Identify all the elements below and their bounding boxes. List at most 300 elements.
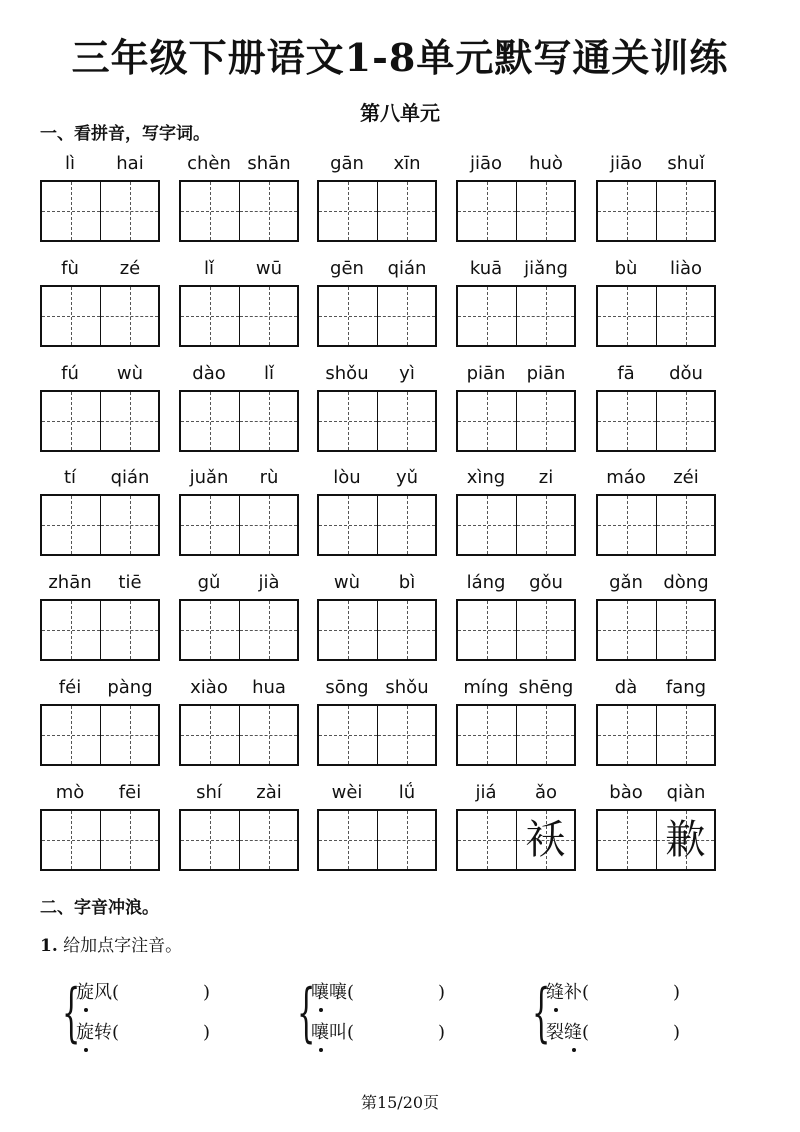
character-box[interactable] <box>181 496 239 554</box>
pinyin-label: liào <box>669 257 703 279</box>
word-cell <box>456 569 576 659</box>
writing-boxes <box>317 809 437 871</box>
character-box[interactable] <box>377 706 435 764</box>
pinyin-label: wèi <box>331 781 363 803</box>
pinyin-label: kuā <box>469 257 503 279</box>
character-answer <box>42 496 100 554</box>
character-box[interactable] <box>656 496 714 554</box>
writing-boxes <box>317 285 437 347</box>
writing-boxes <box>40 494 160 556</box>
character-answer <box>240 287 297 345</box>
pinyin-label: shǒu <box>325 362 369 384</box>
character-box[interactable] <box>516 601 574 659</box>
pinyin-label: yǔ <box>395 467 419 489</box>
pinyin-grid <box>40 150 720 884</box>
emphasis-dot-icon <box>84 1048 88 1052</box>
character-answer <box>240 392 297 450</box>
pinyin-label: zhān <box>48 572 92 594</box>
character-box[interactable] <box>377 182 435 240</box>
grid-row <box>40 255 720 360</box>
pinyin-label: chèn <box>187 153 231 174</box>
word-line <box>546 980 680 1006</box>
question-text: 给加点字注音。 <box>63 936 183 956</box>
pinyin-label: dòng <box>663 572 709 594</box>
word-prompt: 裂缝( <box>546 1022 590 1043</box>
character-box[interactable] <box>656 182 714 240</box>
word-line <box>546 1020 680 1046</box>
character-box[interactable] <box>598 496 656 554</box>
pinyin-label: lǐ <box>263 362 274 384</box>
pinyin-label: bì <box>398 572 416 594</box>
character-answer <box>181 392 239 450</box>
pinyin-label: míng <box>463 676 509 698</box>
word-cell <box>596 779 716 869</box>
character-box[interactable] <box>42 706 100 764</box>
character-answer <box>42 811 100 869</box>
character-box[interactable] <box>377 287 435 345</box>
word-prompt: 嚷嚷( <box>311 982 355 1003</box>
pinyin-label: fù <box>61 257 79 279</box>
word-cell <box>456 360 576 450</box>
page-number: 第15/20页 <box>360 1093 440 1112</box>
character-answer <box>458 287 516 345</box>
writing-boxes <box>40 599 160 661</box>
pinyin-label: shǒu <box>385 676 429 698</box>
word-cell <box>40 674 160 764</box>
pinyin-label: féi <box>58 676 82 698</box>
word-line <box>76 980 210 1006</box>
writing-boxes <box>456 494 576 556</box>
character-answer <box>378 182 435 240</box>
character-box[interactable] <box>100 811 158 869</box>
writing-boxes <box>179 390 299 452</box>
pinyin-label: gǎn <box>609 572 643 594</box>
character-answer <box>458 392 516 450</box>
writing-boxes <box>596 809 716 871</box>
pinyin-label: piān <box>526 362 566 384</box>
grid-row <box>40 674 720 779</box>
writing-boxes <box>456 285 576 347</box>
character-box[interactable] <box>239 706 297 764</box>
pinyin-label: gǒu <box>529 572 563 594</box>
character-answer <box>598 392 656 450</box>
phonetic-group-2 <box>297 976 517 1056</box>
word-cell <box>456 464 576 554</box>
character-box[interactable] <box>516 706 574 764</box>
word-line <box>76 1020 210 1046</box>
emphasis-dot-icon <box>84 1008 88 1012</box>
character-box[interactable] <box>598 392 656 450</box>
character-box[interactable] <box>319 811 377 869</box>
character-box[interactable] <box>598 601 656 659</box>
writing-boxes <box>179 494 299 556</box>
writing-boxes <box>317 180 437 242</box>
character-answer <box>181 496 239 554</box>
pinyin-label: jiá <box>475 781 497 803</box>
word-cell <box>456 779 576 869</box>
pinyin-label: gēn <box>330 257 364 279</box>
pinyin-label: juǎn <box>189 467 229 489</box>
character-answer <box>240 182 297 240</box>
character-answer <box>42 182 100 240</box>
character-box[interactable] <box>239 496 297 554</box>
word-cell <box>317 569 437 659</box>
character-box[interactable] <box>319 601 377 659</box>
word-cell <box>456 150 576 240</box>
writing-boxes <box>179 599 299 661</box>
character-answer <box>42 706 100 764</box>
character-box[interactable] <box>516 392 574 450</box>
character-box[interactable] <box>319 392 377 450</box>
character-answer <box>517 182 574 240</box>
character-box[interactable] <box>598 182 656 240</box>
character-box[interactable] <box>516 811 574 869</box>
character-box[interactable] <box>100 601 158 659</box>
pinyin-label: dào <box>192 362 226 384</box>
word-cell <box>596 150 716 240</box>
word-cell <box>179 569 299 659</box>
character-answer <box>517 601 574 659</box>
word-cell <box>596 464 716 554</box>
writing-boxes <box>179 704 299 766</box>
word-prompt: 缝补( <box>546 982 590 1003</box>
character-box[interactable] <box>239 287 297 345</box>
writing-boxes <box>40 390 160 452</box>
pinyin-label: jiāo <box>609 153 643 174</box>
paren-close: ) <box>673 1022 681 1043</box>
character-answer <box>517 496 574 554</box>
character-box[interactable] <box>377 811 435 869</box>
word-prompt: 嚷叫( <box>311 1022 355 1043</box>
word-cell <box>179 255 299 345</box>
character-answer <box>598 811 656 869</box>
character-box[interactable] <box>42 496 100 554</box>
character-box[interactable] <box>656 287 714 345</box>
phonetic-group-1 <box>62 976 282 1056</box>
pinyin-label: dà <box>614 676 638 698</box>
character-box[interactable] <box>656 811 714 869</box>
character-box[interactable] <box>42 392 100 450</box>
character-box[interactable] <box>377 601 435 659</box>
character-answer <box>458 496 516 554</box>
character-answer <box>657 706 714 764</box>
paren-close: ) <box>438 982 446 1003</box>
pinyin-label: huò <box>529 153 563 174</box>
pinyin-label: tiē <box>118 572 142 594</box>
pinyin-label: zé <box>119 257 141 279</box>
grid-row <box>40 360 720 465</box>
character-answer <box>378 287 435 345</box>
pinyin-label: sōng <box>325 676 369 698</box>
character-answer <box>101 496 158 554</box>
character-box[interactable] <box>42 811 100 869</box>
pinyin-label: tí <box>63 467 77 489</box>
pinyin-label: lòu <box>333 467 361 489</box>
character-answer <box>598 496 656 554</box>
writing-boxes <box>40 704 160 766</box>
writing-boxes <box>40 809 160 871</box>
pinyin-label: wū <box>255 257 283 279</box>
character-answer <box>657 496 714 554</box>
pinyin-label: piān <box>466 362 506 384</box>
word-cell <box>456 674 576 764</box>
word-cell <box>40 779 160 869</box>
writing-boxes <box>179 809 299 871</box>
writing-boxes <box>317 704 437 766</box>
pinyin-label: zài <box>256 781 282 803</box>
word-prompt: 旋风( <box>76 982 120 1003</box>
writing-boxes <box>596 599 716 661</box>
character-answer <box>458 601 516 659</box>
word-prompt: 旋转( <box>76 1022 120 1043</box>
pinyin-label: hai <box>116 153 144 174</box>
character-answer <box>240 706 297 764</box>
character-answer <box>181 182 239 240</box>
character-answer <box>517 392 574 450</box>
character-box[interactable] <box>458 182 516 240</box>
word-cell <box>40 255 160 345</box>
pinyin-label: jiǎng <box>524 257 568 279</box>
paren-close: ) <box>203 982 211 1003</box>
word-cell <box>317 360 437 450</box>
pinyin-label: qián <box>387 257 427 279</box>
character-answer <box>458 706 516 764</box>
character-box[interactable] <box>181 392 239 450</box>
character-box[interactable] <box>516 496 574 554</box>
emphasis-dot-icon <box>554 1008 558 1012</box>
character-answer <box>181 811 239 869</box>
brace-icon: { <box>62 976 81 1050</box>
character-box[interactable] <box>239 811 297 869</box>
character-answer <box>42 287 100 345</box>
emphasis-dot-icon <box>319 1048 323 1052</box>
emphasis-dot-icon <box>572 1048 576 1052</box>
grid-row <box>40 464 720 569</box>
word-cell <box>179 360 299 450</box>
character-box[interactable] <box>458 496 516 554</box>
word-cell <box>456 255 576 345</box>
character-answer <box>319 811 377 869</box>
character-answer: 歉 <box>665 816 706 863</box>
pinyin-label: gān <box>330 153 364 174</box>
grid-row <box>40 569 720 674</box>
character-answer <box>517 287 574 345</box>
pinyin-label: shí <box>196 781 222 803</box>
character-answer <box>181 601 239 659</box>
character-box[interactable] <box>656 706 714 764</box>
character-answer <box>378 811 435 869</box>
word-line <box>311 1020 445 1046</box>
word-cell <box>317 150 437 240</box>
pinyin-label: jià <box>258 572 280 594</box>
character-box[interactable] <box>100 287 158 345</box>
word-cell <box>40 150 160 240</box>
pinyin-label: shān <box>247 153 291 174</box>
character-answer <box>101 392 158 450</box>
character-box[interactable] <box>181 287 239 345</box>
character-box[interactable] <box>458 601 516 659</box>
pinyin-label: fā <box>617 362 635 384</box>
section-2-heading: 二、字音冲浪。 <box>40 898 159 918</box>
character-answer <box>319 392 377 450</box>
character-answer <box>181 287 239 345</box>
character-box[interactable] <box>42 182 100 240</box>
character-answer <box>458 182 516 240</box>
character-answer <box>319 496 377 554</box>
word-cell <box>40 464 160 554</box>
pinyin-label: gǔ <box>197 572 221 594</box>
character-box[interactable] <box>598 706 656 764</box>
character-box[interactable] <box>319 706 377 764</box>
paren-close: ) <box>673 982 681 1003</box>
brace-icon: { <box>532 976 551 1050</box>
character-answer <box>598 287 656 345</box>
character-answer <box>42 601 100 659</box>
character-answer <box>319 601 377 659</box>
pinyin-label: yì <box>399 362 415 384</box>
writing-boxes <box>596 180 716 242</box>
writing-boxes <box>596 285 716 347</box>
word-cell <box>317 674 437 764</box>
pinyin-label: xīn <box>393 153 421 174</box>
question-1 <box>40 934 182 958</box>
pinyin-label: fēi <box>118 781 142 803</box>
character-answer <box>517 706 574 764</box>
pinyin-label: zi <box>538 467 554 489</box>
pinyin-label: láng <box>466 572 506 594</box>
character-box[interactable] <box>458 706 516 764</box>
character-box[interactable] <box>598 811 656 869</box>
pinyin-label: lǐ <box>203 257 214 279</box>
writing-boxes <box>317 599 437 661</box>
character-answer <box>378 496 435 554</box>
phonetic-group-3 <box>532 976 752 1056</box>
pinyin-label: wù <box>333 572 361 594</box>
character-box[interactable] <box>516 182 574 240</box>
character-box[interactable] <box>239 392 297 450</box>
writing-boxes <box>317 494 437 556</box>
pinyin-label: qián <box>110 467 150 489</box>
pinyin-label: ǎo <box>534 781 558 803</box>
pinyin-label: bù <box>614 257 638 279</box>
character-box[interactable] <box>100 496 158 554</box>
character-answer <box>101 287 158 345</box>
character-box[interactable] <box>181 811 239 869</box>
character-answer <box>458 811 516 869</box>
paren-close: ) <box>438 1022 446 1043</box>
character-answer <box>42 392 100 450</box>
writing-boxes <box>456 809 576 871</box>
pinyin-label: pàng <box>107 676 153 698</box>
unit-title: 第八单元 <box>360 101 440 125</box>
writing-boxes <box>456 180 576 242</box>
pinyin-label: máo <box>606 467 646 489</box>
character-box[interactable] <box>319 287 377 345</box>
word-cell <box>179 464 299 554</box>
word-cell <box>179 674 299 764</box>
pinyin-label: lì <box>64 153 75 174</box>
character-answer <box>319 706 377 764</box>
writing-boxes <box>596 494 716 556</box>
character-box[interactable] <box>42 287 100 345</box>
character-box[interactable] <box>656 601 714 659</box>
question-number: 1. <box>40 936 58 956</box>
character-answer <box>101 601 158 659</box>
pinyin-label: xiào <box>190 676 228 698</box>
writing-boxes <box>596 704 716 766</box>
character-box[interactable] <box>239 182 297 240</box>
character-box[interactable] <box>181 706 239 764</box>
word-cell <box>317 779 437 869</box>
writing-boxes <box>456 599 576 661</box>
character-answer <box>240 811 297 869</box>
page-title: 三年级下册语文1-8单元默写通关训练 <box>71 35 729 80</box>
character-box[interactable] <box>458 287 516 345</box>
character-answer <box>240 601 297 659</box>
character-box[interactable] <box>181 182 239 240</box>
word-cell <box>40 569 160 659</box>
writing-boxes <box>40 180 160 242</box>
writing-boxes <box>456 390 576 452</box>
character-box[interactable] <box>377 496 435 554</box>
character-box[interactable] <box>319 496 377 554</box>
character-answer <box>598 601 656 659</box>
pinyin-label: shuǐ <box>667 153 705 174</box>
writing-boxes <box>179 285 299 347</box>
pinyin-label: wù <box>116 362 144 384</box>
character-answer <box>319 287 377 345</box>
character-box[interactable] <box>458 392 516 450</box>
character-box[interactable] <box>181 601 239 659</box>
pinyin-label: qiàn <box>666 781 706 803</box>
character-answer <box>378 706 435 764</box>
pinyin-label: lǘ <box>398 781 416 803</box>
character-box[interactable] <box>656 392 714 450</box>
paren-close: ) <box>203 1022 211 1043</box>
word-cell <box>179 779 299 869</box>
word-cell <box>40 360 160 450</box>
pinyin-label: dǒu <box>669 362 703 384</box>
writing-boxes <box>596 390 716 452</box>
word-cell <box>596 674 716 764</box>
pinyin-label: bào <box>609 781 643 803</box>
character-answer <box>101 182 158 240</box>
character-box[interactable] <box>42 601 100 659</box>
word-cell <box>179 150 299 240</box>
character-box[interactable] <box>458 811 516 869</box>
character-box[interactable] <box>516 287 574 345</box>
character-box[interactable] <box>100 392 158 450</box>
character-answer <box>101 706 158 764</box>
pinyin-label: jiāo <box>469 153 503 174</box>
pinyin-label: hua <box>252 676 286 698</box>
character-box[interactable] <box>100 706 158 764</box>
character-answer <box>598 706 656 764</box>
pinyin-label: fang <box>665 676 707 698</box>
character-box[interactable] <box>377 392 435 450</box>
character-answer <box>657 392 714 450</box>
pinyin-label: mò <box>55 781 85 803</box>
pinyin-label: zéi <box>673 467 699 489</box>
character-box[interactable] <box>239 601 297 659</box>
character-box[interactable] <box>100 182 158 240</box>
word-cell <box>596 360 716 450</box>
pinyin-label: rù <box>259 467 279 489</box>
character-box[interactable] <box>598 287 656 345</box>
brace-icon: { <box>297 976 316 1050</box>
character-box[interactable] <box>319 182 377 240</box>
writing-boxes <box>179 180 299 242</box>
